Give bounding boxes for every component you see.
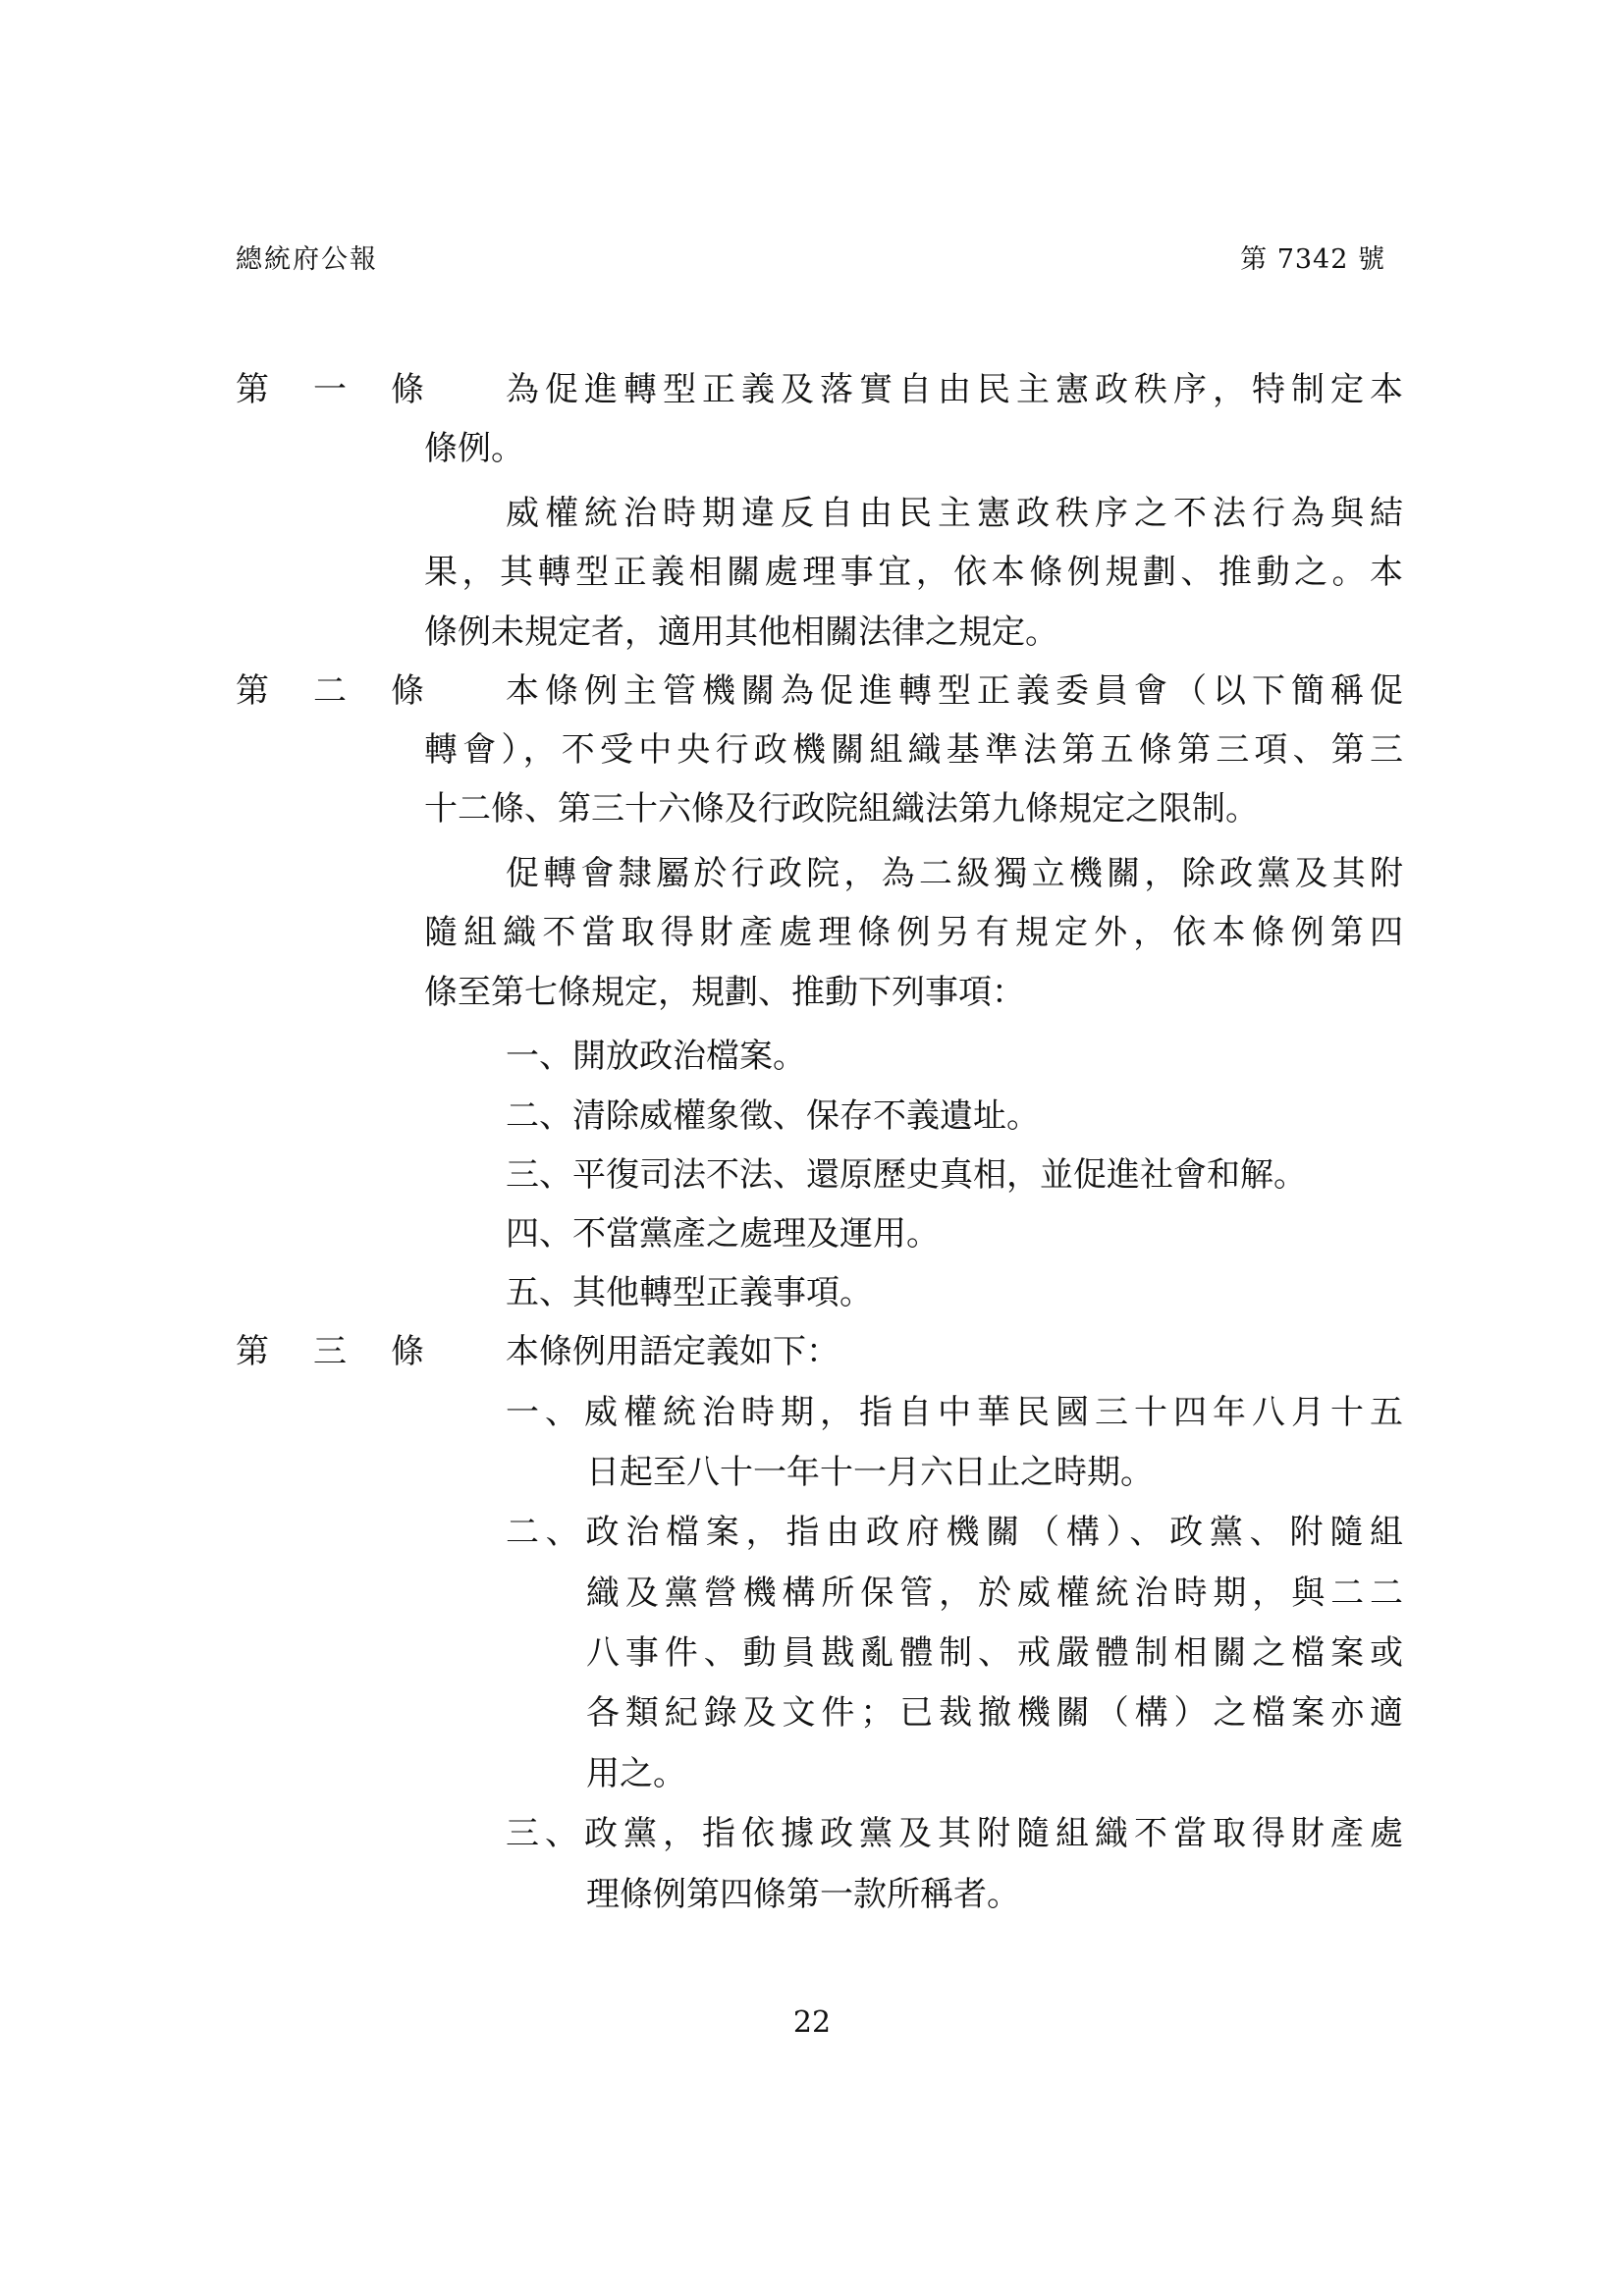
article-text-line: 轉會），不受中央行政機關組織基準法第五條第三項、第三: [424, 730, 1403, 770]
article-text-line: 為促進轉型正義及落實自由民主憲政秩序，特制定本: [506, 370, 1403, 409]
article-text-line: 條例。: [424, 429, 524, 468]
list-item-continuation: 用之。: [586, 1754, 686, 1793]
article-text-line: 促轉會隸屬於行政院，為二級獨立機關，除政黨及其附: [506, 854, 1403, 893]
list-item: 五、其他轉型正義事項。: [506, 1273, 873, 1312]
list-item: 三、平復司法不法、還原歷史真相，並促進社會和解。: [506, 1155, 1307, 1195]
list-item: 一、威權統治時期，指自中華民國三十四年八月十五: [506, 1393, 1403, 1432]
list-item: 三、政黨，指依據政黨及其附隨組織不當取得財產處: [506, 1814, 1403, 1853]
article-label: 第一條: [236, 370, 424, 409]
article-text-line: 威權統治時期違反自由民主憲政秩序之不法行為與結: [506, 494, 1403, 533]
article-label: 第三條: [236, 1332, 424, 1371]
list-item: 一、開放政治檔案。: [506, 1037, 806, 1076]
article-text-line: 本條例用語定義如下：: [506, 1332, 839, 1371]
list-item: 二、清除威權象徵、保存不義遺址。: [506, 1096, 1040, 1136]
issue-number: 第 7342 號: [1240, 244, 1385, 275]
article-text-line: 隨組織不當取得財產處理條例另有規定外，依本條例第四: [424, 913, 1403, 952]
list-item-continuation: 各類紀錄及文件；已裁撤機關（構）之檔案亦適: [586, 1693, 1403, 1733]
article-text-line: 果，其轉型正義相關處理事宜，依本條例規劃、推動之。本: [424, 553, 1403, 592]
article-text-line: 十二條、第三十六條及行政院組織法第九條規定之限制。: [424, 789, 1259, 828]
article-text-line: 條例未規定者，適用其他相關法律之規定。: [424, 613, 1058, 652]
list-item: 二、政治檔案，指由政府機關（構）、政黨、附隨組: [506, 1513, 1403, 1552]
list-item-continuation: 理條例第四條第一款所稱者。: [586, 1875, 1020, 1914]
article-label: 第二條: [236, 671, 424, 711]
publication-title: 總統府公報: [236, 244, 378, 275]
list-item-continuation: 日起至八十一年十一月六日止之時期。: [586, 1453, 1154, 1492]
article-text-line: 本條例主管機關為促進轉型正義委員會（以下簡稱促: [506, 671, 1403, 711]
list-item: 四、不當黨產之處理及運用。: [506, 1214, 940, 1254]
list-item-continuation: 織及黨營機構所保管，於威權統治時期，與二二: [586, 1574, 1403, 1613]
page-number: 22: [792, 2005, 832, 2040]
list-item-continuation: 八事件、動員戡亂體制、戒嚴體制相關之檔案或: [586, 1633, 1403, 1673]
article-text-line: 條至第七條規定，規劃、推動下列事項：: [424, 973, 1025, 1012]
